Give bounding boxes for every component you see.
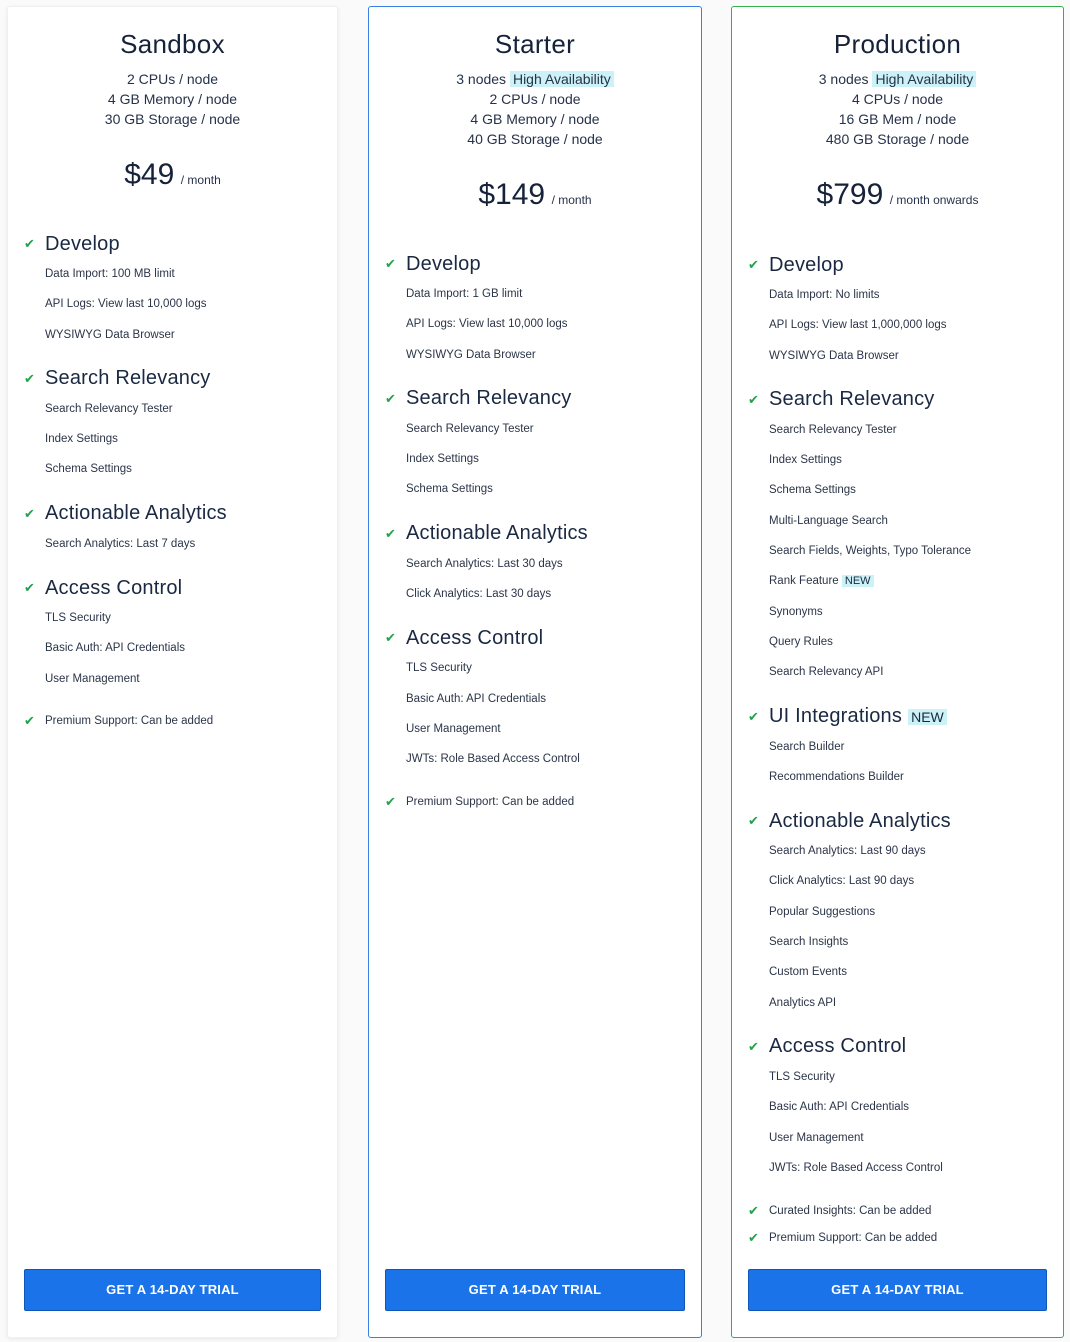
feature-item: Popular Suggestions [769, 905, 876, 918]
feature-item: Basic Auth: API Credentials [769, 1101, 909, 1114]
check-icon: ✔ [385, 630, 396, 646]
spec-line: 4 CPUs / node [851, 91, 944, 107]
feature-item: Schema Settings [769, 484, 856, 497]
spec-line: 480 GB Storage / node [825, 131, 970, 147]
feature-group-title: Access Control [406, 626, 544, 649]
feature-group-search-relevancy [748, 385, 1053, 688]
check-icon: ✔ [24, 505, 35, 521]
feature-item: User Management [45, 672, 140, 685]
extra-feature [24, 708, 327, 735]
feature-item: WYSIWYG Data Browser [45, 328, 175, 341]
price-amount: $149 [478, 178, 546, 211]
check-icon: ✔ [748, 1202, 759, 1218]
price-amount: $49 [124, 158, 175, 191]
start-trial-button[interactable]: GET A 14-DAY TRIAL [385, 1269, 685, 1311]
extra-feature [385, 789, 691, 816]
feature-item: API Logs: View last 10,000 logs [406, 318, 568, 331]
spec-line: 16 GB Mem / node [838, 111, 957, 127]
feature-list [385, 249, 691, 816]
feature-item: Basic Auth: API Credentials [406, 692, 546, 705]
feature-group-access-control [24, 573, 327, 694]
check-icon: ✔ [24, 370, 35, 386]
check-icon: ✔ [24, 580, 35, 596]
feature-group-title: Search Relevancy [406, 387, 572, 410]
feature-group-actionable-analytics [748, 806, 1053, 1018]
feature-group-title: Access Control [769, 1035, 907, 1058]
price-period: / month [180, 173, 221, 187]
feature-group-title: Search Relevancy [45, 367, 211, 390]
feature-item: Search Analytics: Last 7 days [45, 537, 196, 550]
feature-item: Search Insights [769, 936, 849, 949]
extra-feature-label: Premium Support: Can be added [406, 796, 575, 809]
plan-card-sandbox [7, 6, 338, 1338]
check-icon: ✔ [24, 713, 35, 729]
check-icon: ✔ [748, 1229, 759, 1245]
feature-item: TLS Security [406, 662, 472, 675]
extra-feature-label: Premium Support: Can be added [769, 1231, 938, 1244]
feature-item: Recommendations Builder [769, 770, 904, 783]
extra-feature [748, 1197, 1053, 1224]
feature-item: JWTs: Role Based Access Control [406, 753, 580, 766]
spec-line: 4 GB Memory / node [470, 111, 600, 127]
feature-item: JWTs: Role Based Access Control [769, 1161, 943, 1174]
feature-item: Index Settings [45, 433, 118, 446]
feature-item: WYSIWYG Data Browser [406, 348, 536, 361]
plan-card-production [731, 6, 1064, 1338]
feature-item: Search Builder [769, 740, 845, 753]
feature-item: Schema Settings [406, 483, 493, 496]
feature-item: Click Analytics: Last 90 days [769, 875, 915, 888]
check-icon: ✔ [748, 257, 759, 272]
feature-list [24, 229, 327, 735]
feature-group-search-relevancy [385, 384, 691, 505]
feature-group-access-control [385, 623, 691, 774]
feature-item: Search Relevancy Tester [45, 402, 173, 415]
feature-group-title: Search Relevancy [769, 388, 935, 411]
check-icon: ✔ [385, 256, 396, 271]
feature-group-title: Develop [406, 252, 481, 275]
price-period: / month onwards [889, 193, 979, 207]
feature-item: API Logs: View last 10,000 logs [45, 298, 207, 311]
new-badge: NEW [908, 709, 947, 725]
plan-price [369, 175, 701, 215]
check-icon: ✔ [748, 391, 759, 407]
spec-line: 2 CPUs / node [126, 71, 219, 87]
feature-item: Data Import: No limits [769, 289, 880, 301]
spec-line: 30 GB Storage / node [104, 111, 241, 127]
feature-item: Data Import: 100 MB limit [45, 268, 175, 280]
feature-item: Search Relevancy Tester [406, 422, 534, 435]
feature-group-develop [748, 250, 1053, 371]
high-availability-badge: High Availability [510, 71, 614, 87]
feature-item: Synonyms [769, 605, 823, 618]
check-icon: ✔ [24, 236, 35, 251]
feature-item-label: Rank Feature [769, 575, 839, 588]
plan-title: Sandbox [120, 29, 225, 59]
feature-item: Search Relevancy API [769, 666, 884, 679]
plan-price [8, 155, 337, 195]
feature-item: Data Import: 1 GB limit [406, 288, 523, 300]
feature-item: Click Analytics: Last 30 days [406, 588, 552, 601]
check-icon: ✔ [748, 813, 759, 829]
check-icon: ✔ [748, 708, 759, 724]
spec-line: 40 GB Storage / node [467, 131, 603, 147]
feature-group-title: UI Integrations [769, 705, 903, 728]
feature-item-rank-feature [769, 566, 1053, 596]
feature-item: User Management [406, 722, 501, 735]
nodes-line [369, 69, 701, 89]
feature-item: Schema Settings [45, 463, 132, 476]
new-badge: NEW [842, 575, 874, 587]
nodes-line [732, 69, 1063, 89]
feature-item: WYSIWYG Data Browser [769, 349, 899, 362]
check-icon: ✔ [385, 390, 396, 406]
feature-item: Basic Auth: API Credentials [45, 642, 185, 655]
extra-feature [748, 1224, 1053, 1251]
plan-price [732, 175, 1063, 215]
feature-group-title: Actionable Analytics [406, 522, 588, 545]
plan-title: Production [833, 29, 962, 59]
feature-group-actionable-analytics [385, 519, 691, 610]
feature-group-actionable-analytics [24, 499, 327, 559]
price-period: / month [551, 193, 592, 207]
plan-title: Starter [494, 29, 576, 59]
spec-line: 2 CPUs / node [489, 91, 581, 107]
feature-group-access-control [748, 1032, 1053, 1183]
feature-item: Search Relevancy Tester [769, 423, 897, 436]
plan-specs [369, 69, 701, 149]
plan-specs [732, 69, 1063, 149]
feature-item: TLS Security [769, 1070, 835, 1083]
feature-item: Query Rules [769, 635, 833, 648]
spec-line: 4 GB Memory / node [107, 91, 238, 107]
check-icon: ✔ [385, 794, 396, 810]
feature-item: Custom Events [769, 966, 847, 979]
feature-group-develop [24, 229, 327, 350]
feature-item: User Management [769, 1131, 864, 1144]
check-icon: ✔ [748, 1038, 759, 1054]
feature-group-title: Develop [769, 253, 844, 276]
extra-feature-label: Premium Support: Can be added [45, 715, 214, 728]
plan-card-starter [368, 6, 702, 1338]
price-amount: $799 [816, 178, 884, 211]
feature-group-title: Actionable Analytics [769, 809, 951, 832]
feature-item: Search Analytics: Last 30 days [406, 557, 563, 570]
plan-specs [8, 69, 337, 129]
extra-feature-label: Curated Insights: Can be added [769, 1204, 932, 1217]
feature-group-title: Develop [45, 232, 120, 255]
feature-group-develop [385, 249, 691, 370]
feature-item: Index Settings [406, 453, 479, 466]
nodes-count: 3 nodes [818, 71, 869, 87]
feature-item: API Logs: View last 1,000,000 logs [769, 319, 947, 332]
start-trial-button[interactable]: GET A 14-DAY TRIAL [24, 1269, 321, 1311]
high-availability-badge: High Availability [872, 71, 976, 87]
feature-group-search-relevancy [24, 364, 327, 485]
feature-item: Search Fields, Weights, Typo Tolerance [769, 545, 971, 558]
feature-group-ui-integrations [748, 702, 1053, 793]
feature-list [748, 250, 1053, 1251]
feature-group-title: Actionable Analytics [45, 502, 227, 525]
feature-item: Index Settings [769, 454, 842, 467]
feature-item: Search Analytics: Last 90 days [769, 845, 926, 858]
feature-item: Analytics API [769, 996, 837, 1009]
feature-item: Multi-Language Search [769, 514, 888, 527]
start-trial-button[interactable]: GET A 14-DAY TRIAL [748, 1269, 1047, 1311]
check-icon: ✔ [385, 525, 396, 541]
feature-item: TLS Security [45, 612, 111, 625]
nodes-count: 3 nodes [456, 71, 507, 87]
feature-group-title: Access Control [45, 576, 183, 599]
